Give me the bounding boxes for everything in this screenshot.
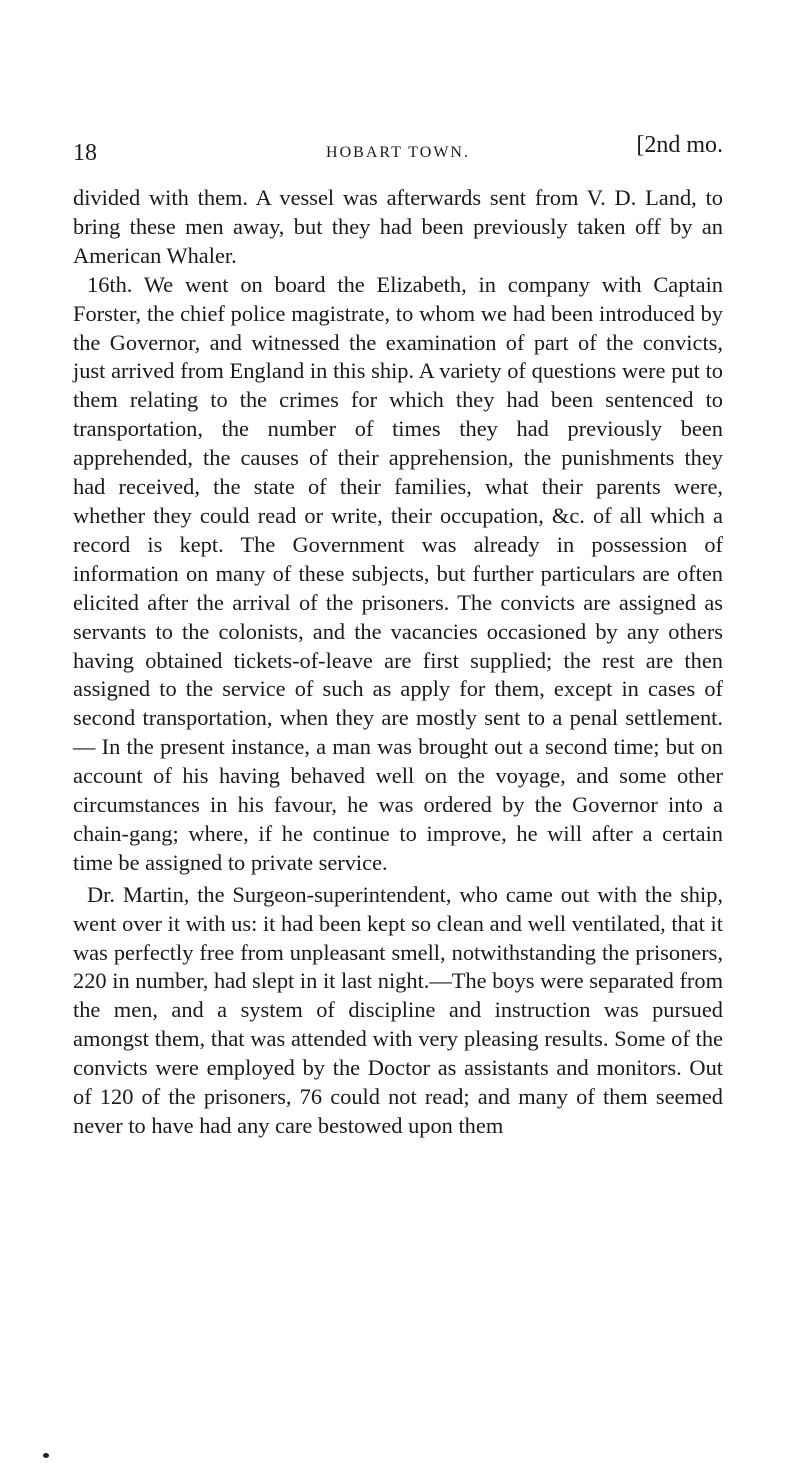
- paragraph-16th: 16th. We went on board the Elizabeth, in company with Captain Forster, the chief police magistrate, to whom we had been introduced by the Governor, and witnessed the examination of part of the convicts, just arrived from England in this ship. A variety of questions were put to them relating to the crimes for which they had been sentenced to transportation, the number of times they had previously been apprehended, the causes of their apprehension, the punishments they had received, the state of their families, what their parents were, whether they could read or write, their occupation, &c. of all which a record is kept. The Government was already in possession of information on many of these subjects, but further particulars are often elicited after the arrival of the prisoners. The convicts are assigned as servants to the colonists, and the vacancies occasioned by any others having obtained tickets-of-leave are first supplied; the rest are then assigned to the service of such as apply for them, except in cases of second transportation, when they are mostly sent to a penal settlement.— In the present instance, a man was brought out a second time; but on account of his having behaved well on the voyage, and some other circumstances in his favour, he was ordered by the Governor into a chain-gang; where, if he continue to improve, he will after a certain time be assigned to private service.: [73, 271, 723, 875]
- paragraph-dr-martin: Dr. Martin, the Surgeon-superintendent, who came out with the ship, went over it with us: it had been kept so clean and well ventilated, that it was perfectly free from unpleasant smell, notwithstanding the prisoners, 220 in number, had slept in it last night.—The boys were separated from the men, and a system of discipline and instruction was pursued amongst them, that was attended with very pleasing results. Some of the convicts were employed by the Doctor as assistants and monitors. Out of 120 of the prisoners, 76 could not read; and many of them seemed never to have had any care bestowed upon them: [73, 881, 723, 1138]
- section-mark: [2nd mo.: [636, 132, 723, 158]
- book-page: [73, 130, 723, 1141]
- paragraph-continued: divided with them. A vessel was afterwards sent from V. D. Land, to bring these men away, but they had been previously taken off by an American Whaler.: [73, 185, 723, 268]
- ink-speck: [43, 1453, 49, 1458]
- running-head: [73, 130, 723, 170]
- running-title: HOBART TOWN.: [326, 144, 470, 161]
- page-number: 18: [73, 140, 97, 166]
- body-text: [73, 184, 723, 1141]
